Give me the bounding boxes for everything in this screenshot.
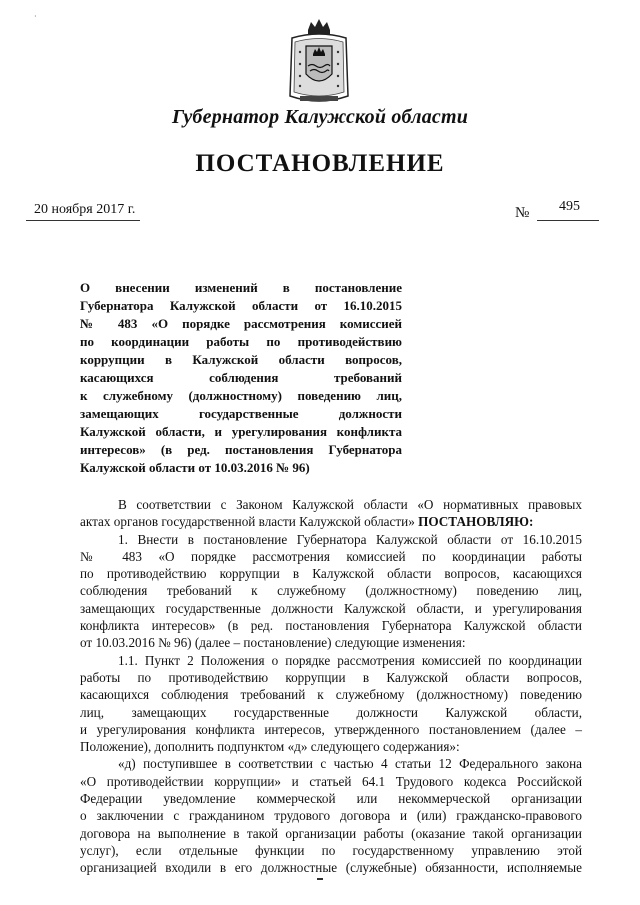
number-label: №: [515, 205, 530, 221]
body-line: № 483 «О порядке рассмотрения комиссией по координации работы: [80, 548, 582, 564]
body-line: 1. Внести в постановление Губернатора Калужской области от 16.10.2015: [118, 531, 582, 547]
title-line: к служебному (должностному) поведению лиц,: [80, 388, 402, 403]
body-line: и урегулирования конфликта интересов, утвержденного постановлением (далее –: [80, 721, 582, 737]
body-line: 1.1. Пункт 2 Положения о порядке рассмотрения комиссией по координации: [118, 652, 582, 668]
body-line: по противодействию коррупции в Калужской области вопросов, касающихся: [80, 566, 582, 582]
title-line: интересов» (в ред. постановления Губернатора: [80, 442, 402, 457]
body-line: от 10.03.2016 № 96) (далее – постановление) следующие изменения:: [80, 635, 466, 651]
body-line: конфликта интересов» (в ред. постановления Губернатора Калужской области: [80, 618, 582, 634]
body-line: «О противодействии коррупции» и статьей 64.1 Трудового кодекса Российской: [80, 773, 582, 789]
body-line: услуг), если отдельные функции по государственному управлению этой: [80, 842, 582, 858]
body-line: Федерации уведомление коммерческой или некоммерческой организации: [80, 791, 582, 807]
body-line: В соответствии с Законом Калужской области «О нормативных правовых: [118, 497, 582, 512]
body-line: о заключении с гражданином трудового договора и (или) гражданско-правового: [80, 808, 582, 824]
coat-of-arms-icon: [286, 16, 352, 106]
body-line: «д) поступившее в соответствии с частью 4 статьи 12 Федерального закона: [118, 756, 582, 772]
body-line: организацией входили в его должностные (служебные) обязанности, исполняемые: [80, 860, 582, 876]
document-date: 20 ноября 2017 г.: [34, 202, 136, 217]
body-line: замещающих государственные должности Калужской области, и урегулирования: [80, 600, 582, 616]
document-body: [80, 496, 582, 877]
decree-keyword: ПОСТАНОВЛЯЮ:: [418, 514, 534, 530]
body-line: Положение), дополнить подпунктом «д» следующего содержания»:: [80, 739, 460, 755]
body-line: лиц, замещающих государственные должности Калужской области,: [80, 704, 582, 720]
scan-mark: ·: [34, 12, 37, 21]
document-number: 495: [559, 199, 580, 214]
body-line: договора на выполнение в такой организации работы (оказание такой организации: [80, 825, 582, 841]
title-line: замещающих государственные должности: [80, 406, 402, 421]
title-line: Губернатора Калужской области от 16.10.2015: [80, 298, 402, 313]
body-line: [80, 513, 582, 530]
number-underline: [537, 220, 599, 221]
document-title-block: [80, 279, 402, 477]
title-line: коррупции в Калужской области вопросов,: [80, 352, 402, 367]
title-line: Калужской области от 10.03.2016 № 96): [80, 460, 310, 475]
body-line: работы по противодействию коррупции в Калужской области вопросов,: [80, 669, 582, 685]
scan-mark-bottom: [317, 878, 323, 880]
body-line: касающихся соблюдения требований к служебному (должностному) поведению: [80, 687, 582, 703]
document-type-title: ПОСТАНОВЛЕНИЕ: [195, 150, 445, 177]
organization-title: Губернатор Калужской области: [171, 106, 469, 128]
title-line: О внесении изменений в постановление: [80, 280, 402, 295]
date-underline: [26, 220, 140, 221]
title-line: по координации работы по противодействию: [80, 334, 402, 349]
body-line: соблюдения требований к служебному (должностному) поведению лиц,: [80, 583, 582, 599]
title-line: № 483 «О порядке рассмотрения комиссией: [80, 316, 402, 331]
title-line: касающихся соблюдения требований: [80, 370, 402, 385]
body-line-text: актах органов государственной власти Калужской области»: [80, 514, 415, 530]
title-line: Калужской области, и урегулирования конфликта: [80, 424, 402, 439]
